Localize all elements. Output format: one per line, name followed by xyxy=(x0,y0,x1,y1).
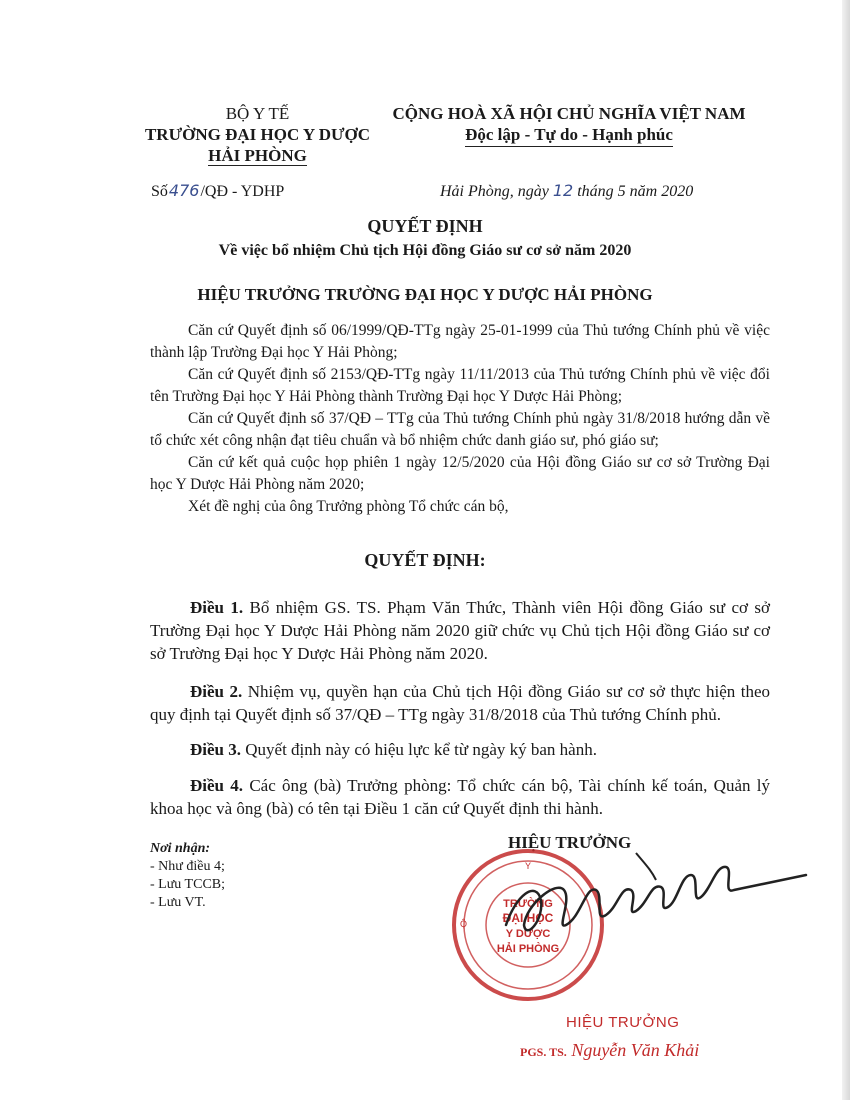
article-2 xyxy=(150,680,770,726)
recipient-item: - Lưu VT. xyxy=(150,895,206,910)
document-number xyxy=(151,181,284,201)
recipients-block xyxy=(150,840,225,912)
handwritten-signature xyxy=(486,845,816,965)
article-1 xyxy=(150,596,770,665)
article-1-text: Bổ nhiệm GS. TS. Phạm Văn Thức, Thành viên Hội đồng Giáo sư cơ sở Trường Đại học Y Dược Hải Phòng năm 2020 giữ chức vụ Chủ tịch Hội đồng Giáo sư cơ sở Trường Đại học Y Dược Hải Phòng năm 2020. xyxy=(150,598,771,663)
article-3-text: Quyết định này có hiệu lực kể từ ngày ký ban hành. xyxy=(245,740,597,759)
article-2-label: Điều 2. xyxy=(190,682,243,701)
recipient-item: - Lưu TCCB; xyxy=(150,877,226,892)
date-place: Hải Phòng, ngày xyxy=(440,183,549,200)
svg-text:Y DƯỢC: Y DƯỢC xyxy=(505,928,551,940)
school-name-line2-text: HẢI PHÒNG xyxy=(208,146,307,165)
recipient-item: - Như điều 4; xyxy=(150,859,225,874)
svg-text:Y: Y xyxy=(524,861,532,871)
national-motto-wrap xyxy=(383,124,755,147)
article-4-text: Các ông (bà) Trưởng phòng: Tổ chức cán bộ, Tài chính kế toán, Quản lý khoa học và ông (bà) có tên tại Điều 1 căn cứ Quyết định thi hành. xyxy=(150,776,771,818)
document-title: QUYẾT ĐỊNH xyxy=(367,216,483,236)
article-3-label: Điều 3. xyxy=(190,740,241,759)
document-subtitle: Về việc bổ nhiệm Chủ tịch Hội đồng Giáo sư cơ sở năm 2020 xyxy=(218,242,632,259)
national-motto: Độc lập - Tự do - Hạnh phúc xyxy=(465,124,673,147)
doc-number-suffix: /QĐ - YDHP xyxy=(200,183,285,200)
document-date xyxy=(440,181,693,201)
school-name-line1: TRƯỜNG ĐẠI HỌC Y DƯỢC xyxy=(144,125,371,144)
stamp-title: HIỆU TRƯỞNG xyxy=(566,1014,680,1031)
article-4-label: Điều 4. xyxy=(190,776,244,795)
decision-heading: QUYẾT ĐỊNH: xyxy=(364,550,486,570)
signer-name-stamp xyxy=(520,1040,699,1061)
signature-stroke xyxy=(506,867,806,930)
date-rest: tháng 5 năm 2020 xyxy=(577,183,694,200)
doc-number-handwritten: 476 xyxy=(168,181,200,200)
national-header xyxy=(383,103,755,147)
recipients-heading: Nơi nhận: xyxy=(150,841,211,856)
svg-text:ĐẠI HỌC: ĐẠI HỌC xyxy=(502,911,554,925)
legal-basis-4: Căn cứ kết quả cuộc họp phiên 1 ngày 12/5/2020 của Hội đồng Giáo sư cơ sở Trường Đại học Y Dược Hải Phòng năm 2020; xyxy=(150,454,770,493)
ministry-name: BỘ Y TẾ xyxy=(225,104,290,123)
svg-text:HẢI PHÒNG: HẢI PHÒNG xyxy=(496,943,560,955)
signature-flourish xyxy=(636,853,656,880)
signer-name: Nguyễn Văn Khải xyxy=(571,1040,700,1060)
legal-basis-3: Căn cứ Quyết định số 37/QĐ – TTg của Thủ tướng Chính phủ ngày 31/8/2018 hướng dẫn về tổ chức xét công nhận đạt tiêu chuẩn và bổ nhiệm chức danh giáo sư, phó giáo sư; xyxy=(150,410,770,449)
signer-title: HIỆU TRƯỞNG xyxy=(508,833,632,852)
article-1-label: Điều 1. xyxy=(190,598,244,617)
proposal-line: Xét đề nghị của ông Trưởng phòng Tổ chức cán bộ, xyxy=(188,498,509,515)
issuing-authority xyxy=(140,103,375,166)
article-4 xyxy=(150,774,770,820)
legal-basis-2: Căn cứ Quyết định số 2153/QĐ-TTg ngày 11/11/2013 của Thủ tướng Chính phủ về việc đổi tên Trường Đại học Y Hải Phòng thành Trường Đại học Y Dược Hải Phòng; xyxy=(150,366,770,405)
article-3 xyxy=(150,738,770,761)
authority-heading: HIỆU TRƯỞNG TRƯỜNG ĐẠI HỌC Y DƯỢC HẢI PHÒNG xyxy=(197,285,653,304)
legal-basis-1: Căn cứ Quyết định số 06/1999/QĐ-TTg ngày 25-01-1999 của Thủ tướng Chính phủ về việc thành lập Trường Đại học Y Hải Phòng; xyxy=(150,322,770,361)
school-name-line2 xyxy=(140,145,375,166)
signer-prefix: PGS. TS. xyxy=(520,1045,567,1059)
country-name: CỘNG HOÀ XÃ HỘI CHỦ NGHĨA VIỆT NAM xyxy=(392,104,746,123)
article-2-text: Nhiệm vụ, quyền hạn của Chủ tịch Hội đồng Giáo sư cơ sở thực hiện theo quy định tại Quyết định số 37/QĐ – TTg ngày 31/8/2018 của Thủ tướng Chính phủ. xyxy=(150,682,770,724)
doc-number-prefix: Số xyxy=(151,183,168,200)
svg-text:TRƯỜNG: TRƯỜNG xyxy=(503,898,553,910)
svg-text:Ộ: Ộ xyxy=(460,919,468,929)
date-day-handwritten: 12 xyxy=(552,181,574,200)
